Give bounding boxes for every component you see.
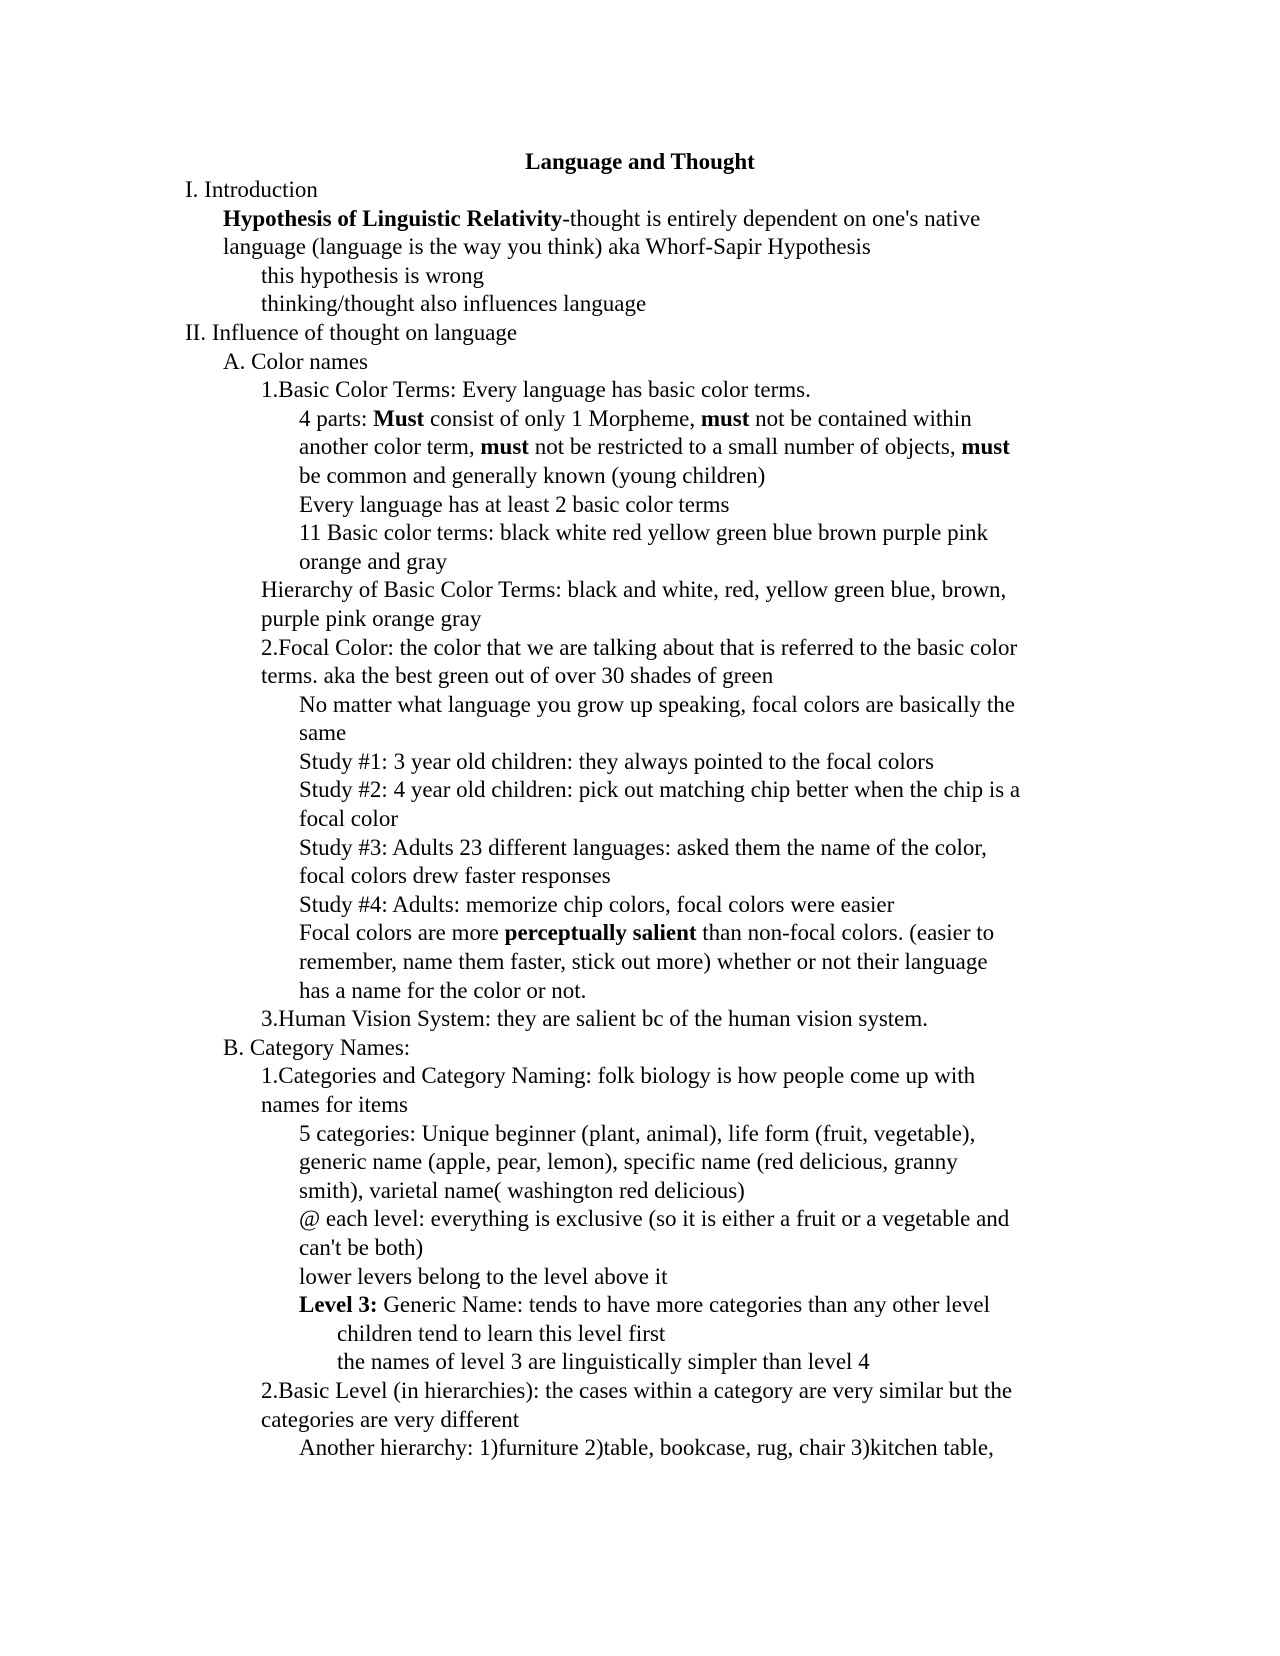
five-categories-line-3: smith), varietal name( washington red delicious) <box>299 1177 745 1203</box>
another-hierarchy: Another hierarchy: 1)furniture 2)table, bookcase, rug, chair 3)kitchen table, <box>299 1435 994 1461</box>
study-3-line-2: focal colors drew faster responses <box>299 863 611 889</box>
outline-body <box>0 176 1280 1463</box>
level-3-text: Generic Name: tends to have more categories than any other level <box>377 1292 991 1318</box>
color-names-heading: A. Color names <box>223 348 369 374</box>
level-3-simpler: the names of level 3 are linguistically simpler than level 4 <box>337 1349 870 1375</box>
parts-line-3: be common and generally known (young children) <box>299 462 766 488</box>
parts-text: not be contained within <box>749 405 972 431</box>
thought-influences: thinking/thought also influences language <box>261 291 647 317</box>
parts-text: another color term, <box>299 434 481 460</box>
five-categories-line-2: generic name (apple, pear, lemon), specific name (red delicious, granny <box>299 1149 958 1175</box>
study-2-line-1: Study #2: 4 year old children: pick out matching chip better when the chip is a <box>299 777 1021 803</box>
five-categories-line-1: 5 categories: Unique beginner (plant, animal), life form (fruit, vegetable), <box>299 1120 976 1146</box>
salient-line-2: remember, name them faster, stick out more) whether or not their language <box>299 949 988 975</box>
salient-text: Focal colors are more <box>299 920 505 946</box>
basic-level-line-1: 2.Basic Level (in hierarchies): the cases within a category are very similar but the <box>261 1377 1013 1403</box>
hierarchy-line-2: purple pink orange gray <box>261 605 482 631</box>
study-4: Study #4: Adults: memorize chip colors, focal colors were easier <box>299 891 895 917</box>
basic-level-line-2: categories are very different <box>261 1406 520 1432</box>
study-3-line-1: Study #3: Adults 23 different languages: asked them the name of the color, <box>299 834 987 860</box>
salient-line-1 <box>0 919 1280 948</box>
children-learn-first: children tend to learn this level first <box>337 1320 666 1346</box>
must-emphasis: Must <box>373 405 425 431</box>
hierarchy-line-1: Hierarchy of Basic Color Terms: black and white, red, yellow green blue, brown, <box>261 577 1007 603</box>
category-names-heading: B. Category Names: <box>223 1034 411 1060</box>
category-naming-line-2: names for items <box>261 1092 408 1117</box>
parts-line-2 <box>0 433 1280 462</box>
level-3-label: Level 3: <box>299 1292 378 1318</box>
parts-line-1 <box>0 405 1280 434</box>
hypothesis-wrong: this hypothesis is wrong <box>261 262 484 288</box>
lower-levels: lower levers belong to the level above it <box>299 1263 668 1289</box>
at-least-two-terms: Every language has at least 2 basic color terms <box>299 491 730 517</box>
section-influence-heading: II. Influence of thought on language <box>185 319 518 345</box>
perceptually-salient-emphasis: perceptually salient <box>504 920 697 946</box>
salient-text: than non-focal colors. (easier to <box>696 920 995 946</box>
basic-color-terms: 1.Basic Color Terms: Every language has basic color terms. <box>261 377 811 403</box>
salient-line-3: has a name for the color or not. <box>299 977 587 1003</box>
human-vision-system: 3.Human Vision System: they are salient bc of the human vision system. <box>261 1006 929 1032</box>
exclusive-line-1: @ each level: everything is exclusive (so it is either a fruit or a vegetable and <box>299 1206 1010 1232</box>
category-naming-line-1: 1.Categories and Category Naming: folk biology is how people come up with <box>261 1063 976 1089</box>
parts-text: 4 parts: <box>299 405 374 431</box>
focal-color-line-2: terms. aka the best green out of over 30 shades of green <box>261 663 774 689</box>
page-title: Language and Thought <box>525 149 755 174</box>
must-emphasis: must <box>700 405 750 431</box>
study-2-line-2: focal color <box>299 806 398 832</box>
hypothesis-term: Hypothesis of Linguistic Relativity <box>223 205 563 231</box>
eleven-terms-line-2: orange and gray <box>299 548 448 574</box>
must-emphasis: must <box>961 434 1010 460</box>
parts-text: not be restricted to a small number of objects, <box>528 434 962 460</box>
hypothesis-line <box>0 205 1280 234</box>
section-intro-heading: I. Introduction <box>185 177 318 202</box>
exclusive-line-2: can't be both) <box>299 1234 424 1260</box>
focal-color-line-1: 2.Focal Color: the color that we are talking about that is referred to the basic color <box>261 634 1018 660</box>
parts-text: consist of only 1 Morpheme, <box>424 405 701 431</box>
level-3-line <box>0 1291 1280 1320</box>
study-1: Study #1: 3 year old children: they always pointed to the focal colors <box>299 748 934 774</box>
eleven-terms-line-1: 11 Basic color terms: black white red yellow green blue brown purple pink <box>299 520 988 546</box>
no-matter-line-2: same <box>299 720 347 746</box>
no-matter-line-1: No matter what language you grow up speaking, focal colors are basically the <box>299 691 1015 717</box>
must-emphasis: must <box>480 434 529 460</box>
hypothesis-definition: -thought is entirely dependent on one's native <box>562 205 981 231</box>
hypothesis-line-cont: language (language is the way you think) aka Whorf-Sapir Hypothesis <box>223 234 871 260</box>
